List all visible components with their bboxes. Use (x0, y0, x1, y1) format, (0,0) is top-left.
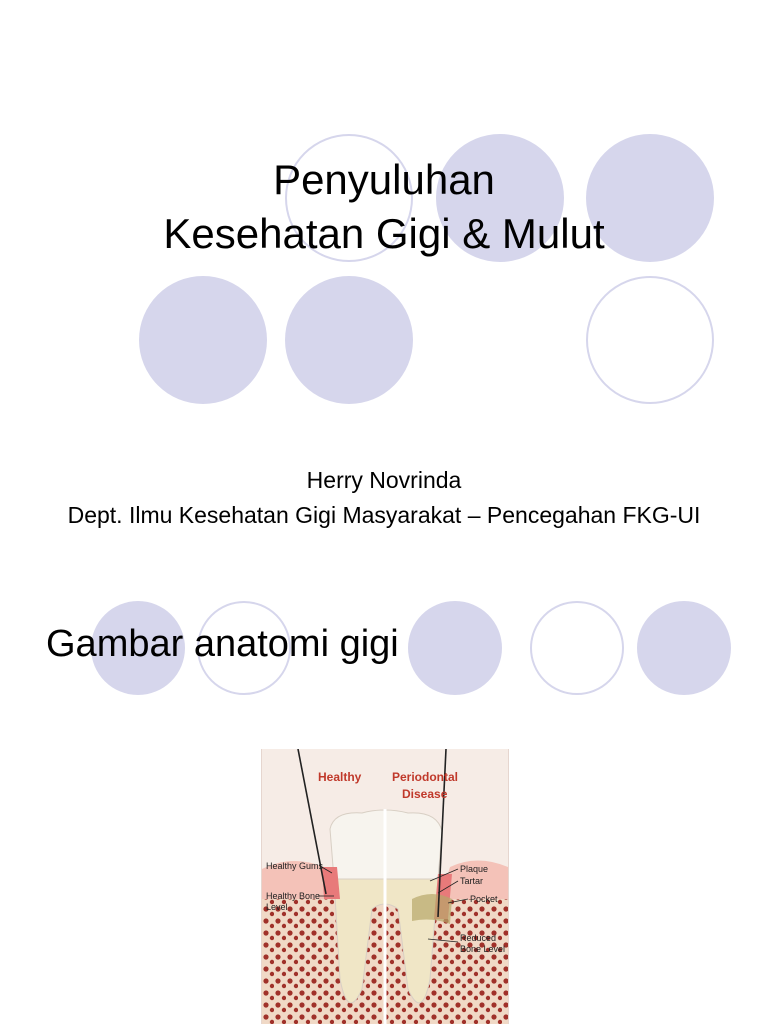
heading-disease: Disease (402, 787, 448, 801)
decor-circle (408, 601, 502, 695)
label-pocket: Pocket (470, 894, 498, 904)
label-tartar: Tartar (460, 876, 484, 886)
title-line-1: Penyuluhan (273, 156, 495, 203)
tooth-anatomy-figure (261, 749, 509, 1024)
label-level: Level (266, 902, 288, 912)
decor-circle (530, 601, 624, 695)
tooth-diagram (262, 749, 508, 1024)
label-healthy-bone: Healthy Bone (266, 891, 321, 901)
slide-anatomy (0, 575, 768, 1024)
decor-circle (586, 276, 714, 404)
slide-title-text (0, 153, 768, 261)
decor-circle (139, 276, 267, 404)
slide-subtitle (0, 463, 768, 533)
decor-circle (285, 276, 413, 404)
decor-circle (637, 601, 731, 695)
heading-healthy: Healthy (318, 770, 362, 784)
author-name: Herry Novrinda (306, 467, 462, 493)
label-healthy-gums: Healthy Gums (266, 861, 324, 871)
affiliation: Dept. Ilmu Kesehatan Gigi Masyarakat – Pencegahan FKG-UI (67, 502, 701, 528)
tartar-deposit (412, 894, 452, 924)
slide-anatomy-title: Gambar anatomi gigi (46, 623, 399, 665)
label-reduced: Reduced (460, 933, 497, 943)
healthy-gum-highlight (322, 867, 340, 899)
heading-periodontal: Periodontal (392, 770, 459, 784)
label-bone-level: Bone Level (460, 944, 506, 954)
label-plaque: Plaque (460, 864, 489, 874)
title-line-2: Kesehatan Gigi & Mulut (163, 210, 605, 257)
